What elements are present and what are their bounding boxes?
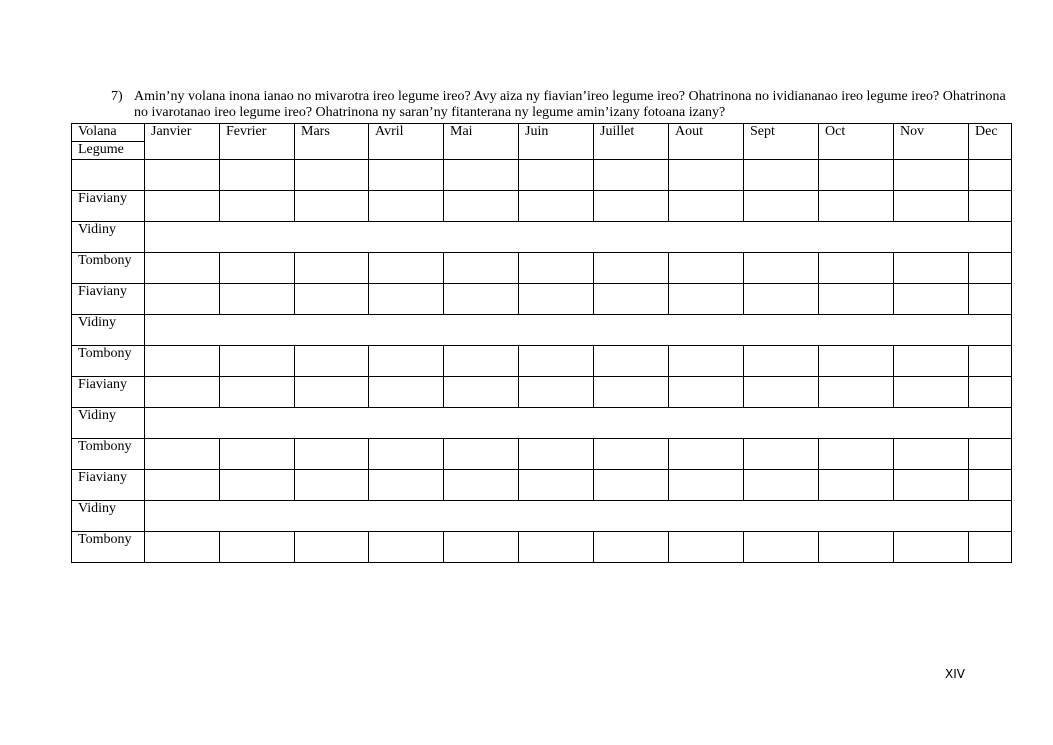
table-cell <box>369 377 444 408</box>
table-cell <box>744 377 819 408</box>
table-row <box>72 408 1012 439</box>
table-cell <box>669 532 744 563</box>
table-cell <box>369 470 444 501</box>
table-row <box>72 501 1012 532</box>
month-header: Sept <box>744 124 819 160</box>
table-cell <box>220 284 295 315</box>
month-header: Juin <box>519 124 594 160</box>
question-number: 7) <box>111 89 123 104</box>
table-cell <box>145 377 220 408</box>
table-cell <box>295 160 369 191</box>
table-cell <box>594 346 669 377</box>
table-cell <box>669 377 744 408</box>
table-cell <box>819 284 894 315</box>
table-cell <box>519 346 594 377</box>
table-cell <box>220 470 295 501</box>
table-row <box>72 222 1012 253</box>
table-cell <box>744 191 819 222</box>
table-cell <box>669 253 744 284</box>
table-cell <box>295 470 369 501</box>
table-cell <box>669 346 744 377</box>
table-cell <box>819 160 894 191</box>
table-cell <box>220 160 295 191</box>
table-cell <box>594 160 669 191</box>
table-cell <box>669 439 744 470</box>
table-cell <box>295 532 369 563</box>
row-label: Fiaviany <box>72 191 145 222</box>
table-cell <box>145 191 220 222</box>
table-cell <box>744 439 819 470</box>
table-cell <box>819 346 894 377</box>
month-header: Avril <box>369 124 444 160</box>
table-cell <box>519 470 594 501</box>
table-cell <box>444 377 519 408</box>
table-cell <box>369 253 444 284</box>
table-cell <box>894 532 969 563</box>
page-number: XIV <box>945 667 965 681</box>
table-cell <box>519 160 594 191</box>
corner-label-volana: Volana <box>72 124 144 142</box>
row-label: Tombony <box>72 253 145 284</box>
month-header: Janvier <box>145 124 220 160</box>
table-cell <box>220 346 295 377</box>
table-cell <box>819 191 894 222</box>
month-header: Aout <box>669 124 744 160</box>
table-cell <box>894 191 969 222</box>
table-cell <box>220 191 295 222</box>
corner-cell <box>72 124 145 160</box>
table-cell <box>969 439 1012 470</box>
table-row <box>72 532 1012 563</box>
table-cell <box>894 470 969 501</box>
table-row <box>72 346 1012 377</box>
table-cell <box>819 532 894 563</box>
table-cell <box>894 253 969 284</box>
table-cell <box>369 532 444 563</box>
table-cell <box>444 346 519 377</box>
table-cell <box>894 160 969 191</box>
table-cell <box>594 377 669 408</box>
month-header: Mai <box>444 124 519 160</box>
question <box>111 89 1011 121</box>
table-cell <box>744 160 819 191</box>
row-label: Vidiny <box>72 501 145 532</box>
table-cell <box>145 346 220 377</box>
table-row <box>72 470 1012 501</box>
table-cell <box>819 470 894 501</box>
table-cell <box>369 160 444 191</box>
row-label: Vidiny <box>72 222 145 253</box>
row-label <box>72 160 145 191</box>
legume-table <box>71 123 1012 563</box>
table-cell <box>894 377 969 408</box>
table-cell <box>969 191 1012 222</box>
table-cell <box>594 191 669 222</box>
merged-cell <box>145 408 1012 439</box>
table-cell <box>894 346 969 377</box>
table-cell <box>894 439 969 470</box>
table-cell <box>669 160 744 191</box>
table-cell <box>969 470 1012 501</box>
table-cell <box>369 346 444 377</box>
table-cell <box>969 253 1012 284</box>
table-cell <box>519 253 594 284</box>
table-cell <box>969 532 1012 563</box>
table-cell <box>819 253 894 284</box>
table-cell <box>220 532 295 563</box>
row-label: Tombony <box>72 532 145 563</box>
table-header-row <box>72 124 1012 160</box>
table-cell <box>669 191 744 222</box>
table-cell <box>969 377 1012 408</box>
table-cell <box>669 284 744 315</box>
month-header: Oct <box>819 124 894 160</box>
row-label: Vidiny <box>72 408 145 439</box>
table-cell <box>669 470 744 501</box>
table-cell <box>744 470 819 501</box>
table-row <box>72 439 1012 470</box>
table-cell <box>519 284 594 315</box>
table-cell <box>969 284 1012 315</box>
table-cell <box>145 253 220 284</box>
table-cell <box>894 284 969 315</box>
table-cell <box>145 160 220 191</box>
merged-cell <box>145 315 1012 346</box>
table-cell <box>369 439 444 470</box>
table-cell <box>295 253 369 284</box>
table-cell <box>819 439 894 470</box>
row-label: Fiaviany <box>72 470 145 501</box>
table-row <box>72 377 1012 408</box>
month-header: Nov <box>894 124 969 160</box>
table-cell <box>819 377 894 408</box>
table-cell <box>744 284 819 315</box>
month-header: Juillet <box>594 124 669 160</box>
table-cell <box>444 532 519 563</box>
table-row <box>72 315 1012 346</box>
table-cell <box>295 346 369 377</box>
table-cell <box>594 470 669 501</box>
table-cell <box>519 377 594 408</box>
table-cell <box>969 160 1012 191</box>
row-label: Tombony <box>72 439 145 470</box>
table-cell <box>145 532 220 563</box>
merged-cell <box>145 501 1012 532</box>
table-cell <box>145 284 220 315</box>
table-body <box>72 124 1012 563</box>
table-cell <box>444 160 519 191</box>
question-text: Amin’ny volana inona ianao no mivarotra ireo legume ireo? Avy aiza ny fiavian’ireo legume ireo? Ohatrinona no ividiananao ireo legume ireo? Ohatrinona no ivarotanao ireo legume ireo? Ohatrinona ny saran’ny fitanterana ny legume amin’izany fotoana izany? <box>134 89 1006 120</box>
table-cell <box>145 470 220 501</box>
table-cell <box>594 439 669 470</box>
table-cell <box>519 439 594 470</box>
month-header: Dec <box>969 124 1012 160</box>
table-cell <box>744 532 819 563</box>
merged-cell <box>145 222 1012 253</box>
table-cell <box>594 284 669 315</box>
table-cell <box>969 346 1012 377</box>
row-label: Tombony <box>72 346 145 377</box>
table-cell <box>519 532 594 563</box>
table-cell <box>519 191 594 222</box>
month-header: Mars <box>295 124 369 160</box>
table-cell <box>444 470 519 501</box>
table-cell <box>369 191 444 222</box>
table-row <box>72 160 1012 191</box>
table-cell <box>295 377 369 408</box>
month-header: Fevrier <box>220 124 295 160</box>
table-cell <box>744 346 819 377</box>
table-cell <box>220 377 295 408</box>
table-cell <box>744 253 819 284</box>
table-cell <box>295 191 369 222</box>
table-cell <box>295 439 369 470</box>
table-cell <box>594 253 669 284</box>
table-cell <box>444 191 519 222</box>
corner-label-legume: Legume <box>78 142 124 157</box>
table-row <box>72 284 1012 315</box>
row-label: Fiaviany <box>72 377 145 408</box>
table-cell <box>145 439 220 470</box>
table-cell <box>444 253 519 284</box>
table-row <box>72 253 1012 284</box>
table-cell <box>594 532 669 563</box>
table-cell <box>220 253 295 284</box>
table-cell <box>369 284 444 315</box>
table-cell <box>444 439 519 470</box>
table-cell <box>295 284 369 315</box>
table-cell <box>444 284 519 315</box>
table-row <box>72 191 1012 222</box>
row-label: Fiaviany <box>72 284 145 315</box>
table-cell <box>220 439 295 470</box>
row-label: Vidiny <box>72 315 145 346</box>
